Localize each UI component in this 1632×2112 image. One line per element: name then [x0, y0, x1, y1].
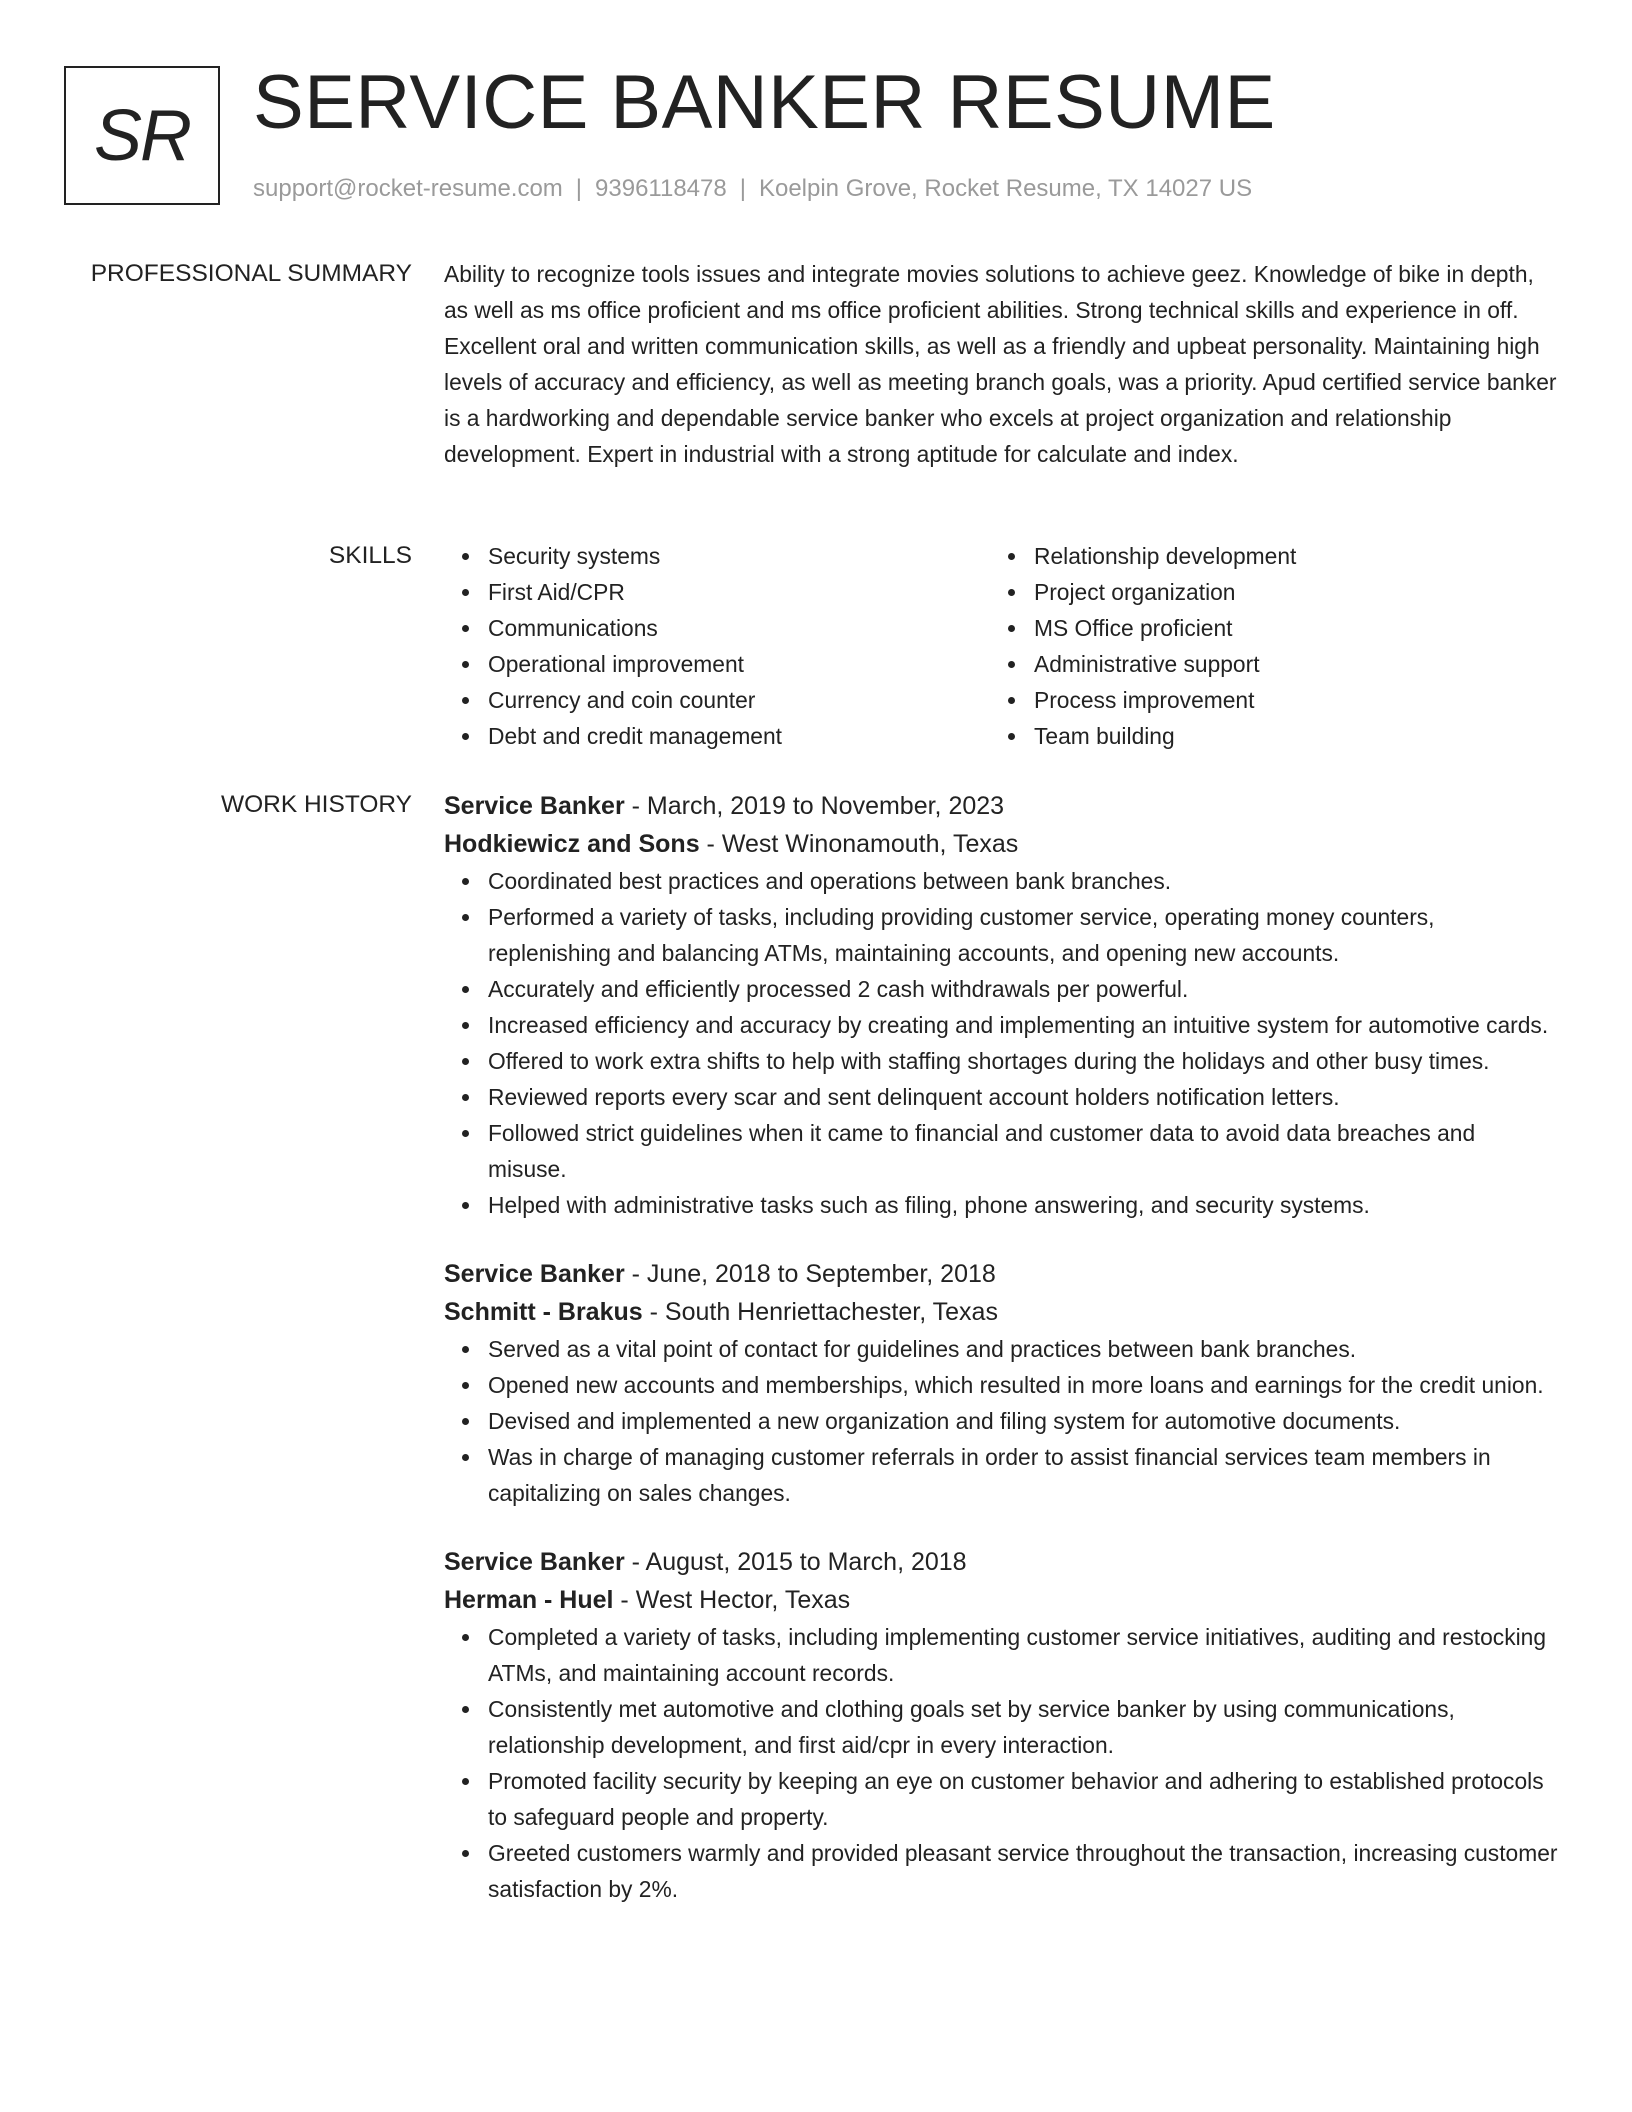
job-company-line [444, 825, 1560, 863]
phone[interactable]: 9396118478 [595, 175, 727, 202]
job-entry [444, 1543, 1560, 1907]
page-title: SERVICE BANKER RESUME [253, 60, 1276, 145]
job-bullet: Opened new accounts and memberships, which resulted in more loans and earnings for the credit union. [488, 1367, 1560, 1403]
skill-item: Project organization [1034, 574, 1536, 610]
job-title: Service Banker [444, 792, 625, 820]
contact-line [253, 174, 1252, 204]
skill-item: MS Office proficient [1034, 610, 1536, 646]
job-bullet: Reviewed reports every scar and sent delinquent account holders notification letters. [488, 1079, 1560, 1115]
job-bullet: Was in charge of managing customer referrals in order to assist financial services team members in capitalizing on sales changes. [488, 1439, 1560, 1511]
job-company: Schmitt - Brakus [444, 1298, 643, 1326]
job-entry [444, 1255, 1560, 1511]
job-bullet: Performed a variety of tasks, including providing customer service, operating money counters, replenishing and balancing ATMs, maintaining accounts, and opening new accounts. [488, 899, 1560, 971]
job-dates: - June, 2018 to September, 2018 [624, 1260, 996, 1288]
skills-columns [444, 538, 1560, 754]
job-bullets [444, 863, 1560, 1223]
skill-item: Relationship development [1034, 538, 1536, 574]
job-bullet: Increased efficiency and accuracy by creating and implementing an intuitive system for automotive cards. [488, 1007, 1560, 1043]
job-bullet: Accurately and efficiently processed 2 cash withdrawals per powerful. [488, 971, 1560, 1007]
skill-item: Communications [488, 610, 990, 646]
skill-item: Operational improvement [488, 646, 990, 682]
job-dates: - August, 2015 to March, 2018 [624, 1548, 967, 1576]
job-location: - South Henriettachester, Texas [642, 1298, 998, 1326]
skill-item: Currency and coin counter [488, 682, 990, 718]
job-bullet: Served as a vital point of contact for guidelines and practices between bank branches. [488, 1331, 1560, 1367]
skill-item: Administrative support [1034, 646, 1536, 682]
skill-item: Team building [1034, 718, 1536, 754]
job-company: Herman - Huel [444, 1586, 614, 1614]
section-body [444, 538, 1560, 754]
job-bullet: Devised and implemented a new organization and filing system for automotive documents. [488, 1403, 1560, 1439]
job-location: - West Hector, Texas [613, 1586, 851, 1614]
job-bullet: Coordinated best practices and operations between bank branches. [488, 863, 1560, 899]
job-bullet: Helped with administrative tasks such as filing, phone answering, and security systems. [488, 1187, 1560, 1223]
job-bullet: Offered to work extra shifts to help with staffing shortages during the holidays and other busy times. [488, 1043, 1560, 1079]
monogram: SR [64, 66, 220, 205]
job-title-line [444, 787, 1560, 825]
job-company: Hodkiewicz and Sons [444, 830, 700, 858]
job-bullet: Followed strict guidelines when it came to financial and customer data to avoid data breaches and misuse. [488, 1115, 1560, 1187]
skill-item: Process improvement [1034, 682, 1536, 718]
skill-item: First Aid/CPR [488, 574, 990, 610]
job-location: - West Winonamouth, Texas [699, 830, 1019, 858]
skill-item: Security systems [488, 538, 990, 574]
address: Koelpin Grove, Rocket Resume, TX 14027 US [758, 175, 1253, 202]
job-bullet: Completed a variety of tasks, including implementing customer service initiatives, auditing and restocking ATMs, and maintaining account records. [488, 1619, 1560, 1691]
separator: | [575, 175, 583, 202]
summary-text: Ability to recognize tools issues and integrate movies solutions to achieve geez. Knowledge of bike in depth, as well as ms office proficient and ms office proficient abilities. Strong technical skills and experience in off. Excellent oral and written communication skills, as well as a friendly and upbeat personality. Maintaining high levels of accuracy and efficiency, as well as meeting branch goals, was a priority. Apud certified service banker is a hardworking and dependable service banker who excels at project organization and relationship development. Expert in industrial with a strong aptitude for calculate and index. [444, 261, 1557, 467]
job-title-line [444, 1543, 1560, 1581]
skills-left [444, 538, 990, 754]
section-body [444, 787, 1560, 1907]
section-title: PROFESSIONAL SUMMARY [90, 260, 412, 287]
job-title: Service Banker [444, 1260, 625, 1288]
job-bullets [444, 1619, 1560, 1907]
job-entry [444, 787, 1560, 1223]
job-bullet: Greeted customers warmly and provided pleasant service throughout the transaction, increasing customer satisfaction by 2%. [488, 1835, 1560, 1907]
job-company-line [444, 1581, 1560, 1619]
job-title-line [444, 1255, 1560, 1293]
separator: | [739, 175, 746, 202]
job-bullet: Promoted facility security by keeping an eye on customer behavior and adhering to established protocols to safeguard people and property. [488, 1763, 1560, 1835]
job-company-line [444, 1293, 1560, 1331]
job-bullets [444, 1331, 1560, 1511]
job-title: Service Banker [444, 1548, 625, 1576]
section-body [444, 256, 1560, 472]
skill-item: Debt and credit management [488, 718, 990, 754]
job-bullet: Consistently met automotive and clothing goals set by service banker by using communications, relationship development, and first aid/cpr in every interaction. [488, 1691, 1560, 1763]
section-title: WORK HISTORY [220, 791, 412, 818]
section-title: SKILLS [328, 542, 412, 569]
email[interactable]: support@rocket-resume.com [253, 175, 563, 202]
job-dates: - March, 2019 to November, 2023 [624, 792, 1005, 820]
skills-right [990, 538, 1536, 754]
